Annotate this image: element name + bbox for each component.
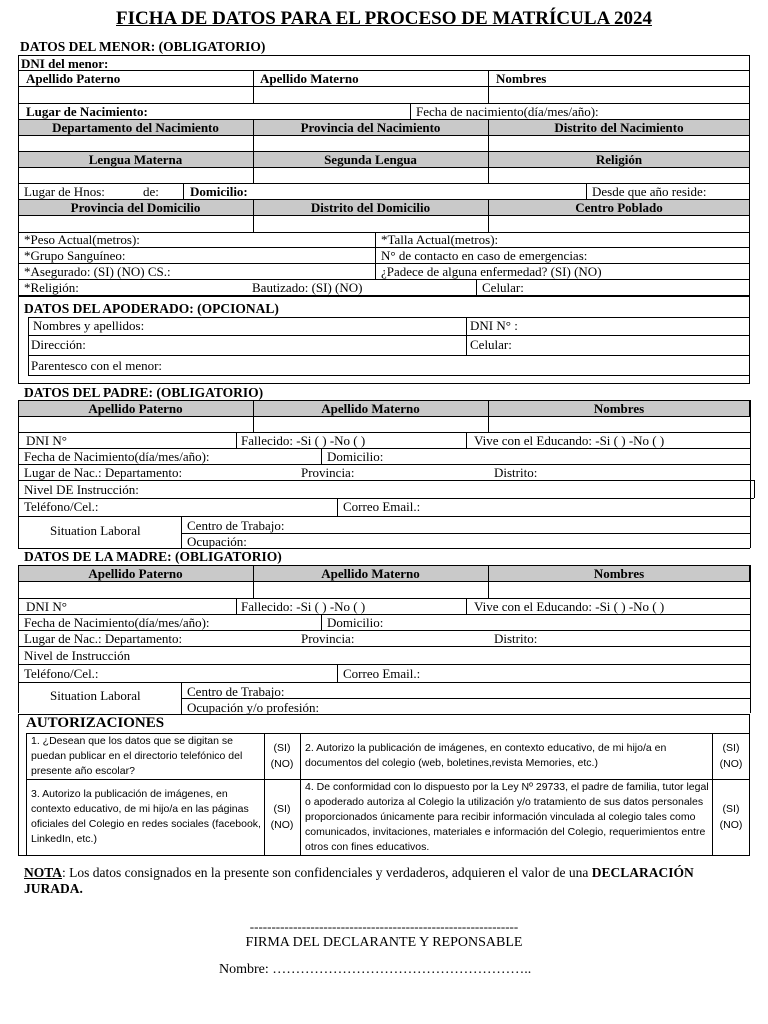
autorizacion-1-text: 1. ¿Desean que los datos que se digitan se puedan publicar en el directorio telefónico del presente año escolar? (31, 735, 243, 777)
madre-nombres-header: Nombres (593, 566, 645, 581)
autorizacion-1-si-no[interactable] (264, 740, 300, 772)
section-autorizaciones-title: AUTORIZACIONES (26, 715, 165, 731)
madre-correo-label: Correo Email.: (343, 666, 421, 681)
madre-telefono-label: Teléfono/Cel.: (24, 666, 99, 681)
apoderado-direccion-label: Dirección: (31, 337, 86, 352)
madre-apellido-paterno-header: Apellido Paterno (88, 566, 183, 581)
menor-distrito-domicilio-header: Distrito del Domicilio (310, 200, 431, 215)
menor-apellido-materno-header: Apellido Materno (260, 71, 359, 86)
padre-apellido-materno-header: Apellido Materno (321, 401, 420, 416)
padre-ocupacion-label: Ocupación: (187, 534, 247, 549)
autorizacion-1-si[interactable]: (SI) (273, 742, 291, 754)
padre-telefono-label: Teléfono/Cel.: (24, 499, 99, 514)
menor-fecha-nacimiento-label: Fecha de nacimiento(día/mes/año): (416, 104, 599, 119)
autorizacion-4-no[interactable]: (NO) (719, 819, 743, 831)
apoderado-nombres-label: Nombres y apellidos: (33, 318, 145, 333)
menor-lugar-nacimiento-label: Lugar de Nacimiento: (26, 104, 148, 119)
menor-apellido-paterno-header: Apellido Paterno (26, 71, 121, 86)
menor-provincia-header: Provincia del Nacimiento (300, 120, 441, 135)
madre-vive-label: Vive con el Educando: -Si ( ) -No ( ) (474, 599, 665, 614)
nota-text: : Los datos consignados en la presente son confidenciales y verdaderos, adquieren el valor de una (62, 865, 592, 880)
padre-domicilio-label: Domicilio: (327, 449, 384, 464)
madre-apellido-materno-header: Apellido Materno (321, 566, 420, 581)
nota-declaracion: DECLARACIÓN JURADA. (24, 865, 694, 896)
madre-nivel-label: Nivel de Instrucción (24, 648, 131, 663)
autorizacion-2-text: 2. Autorizo la publicación de imágenes, en contexto educativo, de mi hijo/a en documentos del colegio (web, boletines,revista Memories, etc.) (305, 742, 667, 769)
padre-vive-label: Vive con el Educando: -Si ( ) -No ( ) (474, 433, 665, 448)
padre-lugar-label: Lugar de Nac.: Departamento: (24, 465, 183, 480)
padre-centro-label: Centro de Trabajo: (187, 518, 285, 533)
menor-lengua-materna-header: Lengua Materna (88, 152, 183, 167)
padre-nombres-header: Nombres (593, 401, 645, 416)
madre-fecha-label: Fecha de Nacimiento(día/mes/año): (24, 615, 210, 630)
nota-label: NOTA (24, 865, 63, 880)
madre-ocupacion-label: Ocupación y/o profesión: (187, 700, 320, 715)
autorizacion-4-si[interactable]: (SI) (722, 803, 740, 815)
madre-centro-label: Centro de Trabajo: (187, 684, 285, 699)
menor-departamento-header: Departamento del Nacimiento (52, 120, 219, 135)
madre-domicilio-label: Domicilio: (327, 615, 384, 630)
apoderado-dni-label: DNI N° : (470, 318, 518, 333)
apoderado-celular-label: Celular: (470, 337, 512, 352)
menor-padece-label: ¿Padece de alguna enfermedad? (SI) (NO) (381, 264, 602, 279)
madre-fallecido-label: Fallecido: -Si ( ) -No ( ) (241, 599, 366, 614)
autorizacion-3-no[interactable]: (NO) (270, 819, 294, 831)
firma-nombre-row (219, 962, 531, 978)
menor-grupo-label: *Grupo Sanguíneo: (24, 248, 126, 263)
menor-lugar-hnos-label: Lugar de Hnos: (24, 184, 105, 199)
menor-nombres-header: Nombres (496, 71, 547, 86)
menor-talla-label: *Talla Actual(metros): (381, 232, 499, 247)
madre-situacion-label: Situation Laboral (50, 688, 141, 703)
menor-de-label: de: (143, 184, 159, 199)
padre-correo-label: Correo Email.: (343, 499, 421, 514)
menor-bautizado-label: Bautizado: (SI) (NO) (252, 280, 363, 295)
padre-dni-label: DNI N° (26, 433, 67, 448)
apoderado-parentesco-label: Parentesco con el menor: (31, 358, 163, 373)
menor-desde-label: Desde que año reside: (592, 184, 707, 199)
menor-asegurado-label: *Asegurado: (SI) (NO) CS.: (24, 264, 171, 279)
autorizacion-3-text: 3. Autorizo la publicación de imágenes, en contexto educativo, de mi hijo/a en las páginas oficiales del Colegio en redes sociales (facebook, LinkedIn, etc.) (31, 788, 261, 845)
menor-contacto-label: N° de contacto en caso de emergencias: (381, 248, 588, 263)
autorizacion-3-si[interactable]: (SI) (273, 803, 291, 815)
section-apoderado-title: DATOS DEL APODERADO: (OPCIONAL) (24, 301, 279, 316)
autorizacion-1-no[interactable]: (NO) (270, 758, 294, 770)
madre-distrito-label: Distrito: (494, 631, 538, 646)
page-title: FICHA DE DATOS PARA EL PROCESO DE MATRÍCULA 2024 (116, 8, 652, 29)
firma-nombre-label: Nombre: (219, 962, 269, 977)
padre-situacion-label: Situation Laboral (50, 523, 141, 538)
menor-provincia-domicilio-header: Provincia del Domicilio (70, 200, 201, 215)
autorizacion-3-si-no[interactable] (264, 801, 300, 833)
padre-fallecido-label: Fallecido: -Si ( ) -No ( ) (241, 433, 366, 448)
madre-dni-label: DNI N° (26, 599, 67, 614)
firma-nombre-dots[interactable]: ……………………………………………….. (272, 962, 532, 977)
menor-celular-label: Celular: (482, 280, 524, 295)
section-menor-title: DATOS DEL MENOR: (OBLIGATORIO) (20, 39, 266, 54)
section-padre-title: DATOS DEL PADRE: (OBLIGATORIO) (24, 385, 264, 400)
padre-fecha-label: Fecha de Nacimiento(día/mes/año): (24, 449, 210, 464)
autorizacion-2-si-no[interactable] (712, 740, 750, 772)
autorizacion-2-si[interactable]: (SI) (722, 742, 740, 754)
madre-lugar-label: Lugar de Nac.: Departamento: (24, 631, 183, 646)
madre-provincia-label: Provincia: (301, 631, 355, 646)
padre-apellido-paterno-header: Apellido Paterno (88, 401, 183, 416)
menor-segunda-lengua-header: Segunda Lengua (324, 152, 417, 167)
menor-religion-label: *Religión: (24, 280, 79, 295)
autorizacion-4-si-no[interactable] (712, 801, 750, 833)
menor-distrito-header: Distrito del Nacimiento (554, 120, 684, 135)
firma-label: FIRMA DEL DECLARANTE Y REPONSABLE (245, 935, 523, 950)
padre-nivel-label: Nivel DE Instrucción: (24, 482, 139, 497)
menor-centro-poblado-header: Centro Poblado (575, 200, 663, 215)
menor-peso-label: *Peso Actual(metros): (24, 232, 140, 247)
menor-religion-header: Religión (595, 152, 643, 167)
firma-line: -------------------------------------------------------------- (249, 919, 519, 934)
padre-provincia-label: Provincia: (301, 465, 355, 480)
menor-domicilio-label: Domicilio: (190, 184, 248, 199)
autorizacion-4-text: 4. De conformidad con lo dispuesto por la Ley Nº 29733, el padre de familia, tutor legal o apoderado autoriza al Colegio la utilización y/o tratamiento de sus datos personales proporcionados únicamente para recibir información vinculada al colegio tales como comunicados, invitaciones, materiales e información del Colegio, requerimientos entre otros con fines educativos. (305, 781, 709, 853)
nota-paragraph (24, 865, 750, 897)
menor-dni-label: DNI del menor: (21, 56, 109, 71)
section-madre-title: DATOS DE LA MADRE: (OBLIGATORIO) (24, 549, 282, 564)
padre-distrito-label: Distrito: (494, 465, 538, 480)
autorizacion-2-no[interactable]: (NO) (719, 758, 743, 770)
